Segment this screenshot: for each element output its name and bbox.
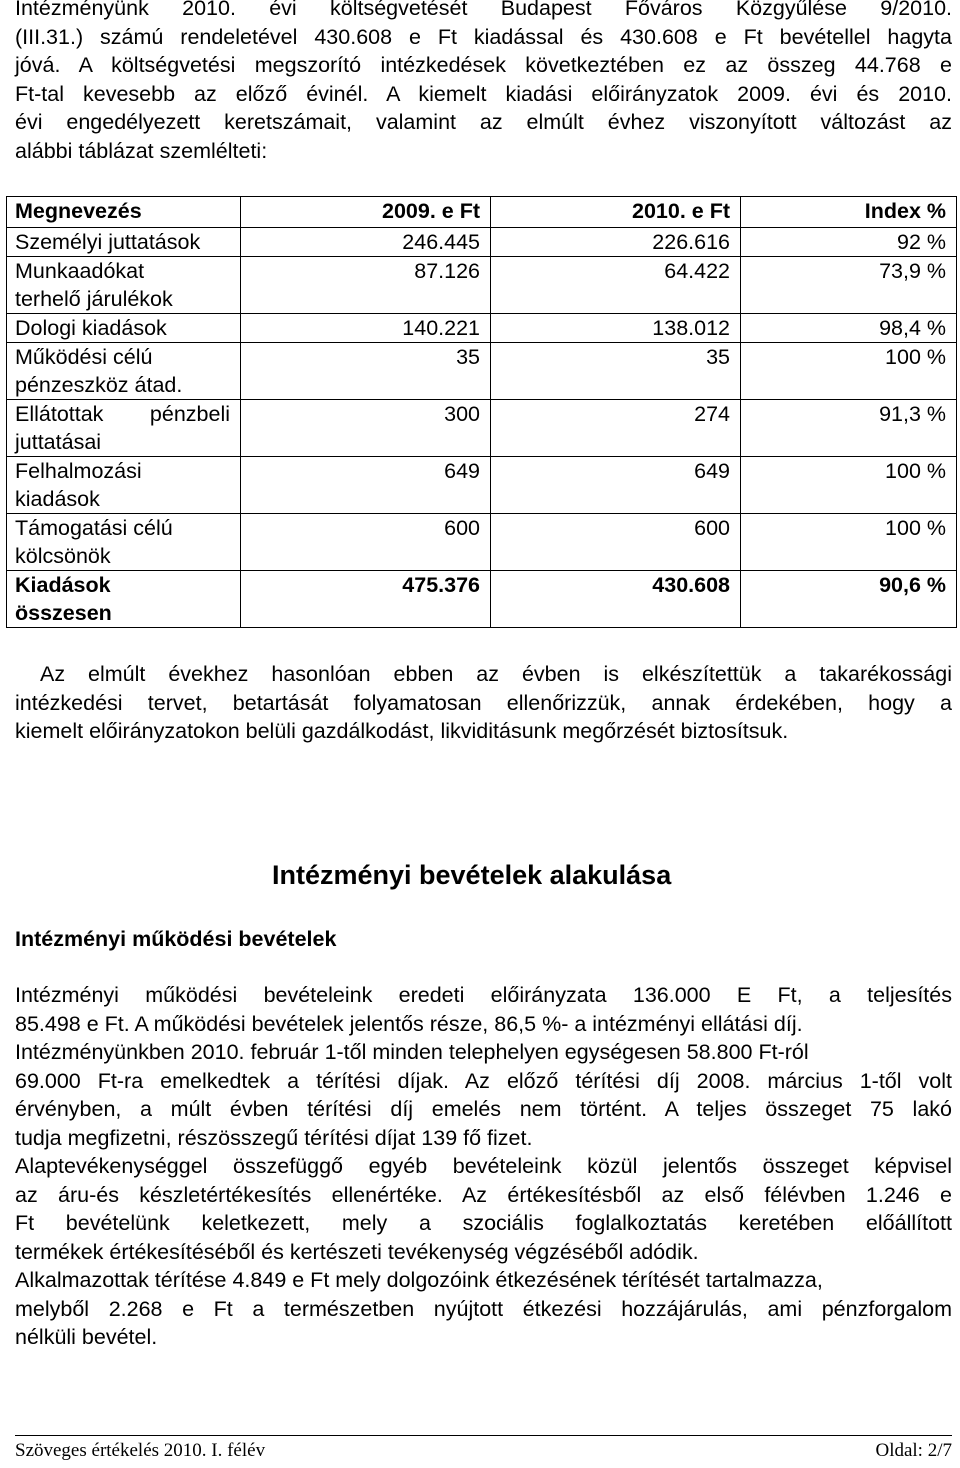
table-row <box>7 514 957 571</box>
body-line: Intézményi működési bevételeink eredeti előirányzata 136.000 E Ft, a teljesítés <box>15 983 952 1007</box>
header-2010: 2010. e Ft <box>491 197 741 228</box>
intro-line: Intézményünk 2010. évi költségvetését Budapest Főváros Közgyűlése 9/2010. <box>15 0 952 20</box>
row-name <box>7 257 241 314</box>
row-2010: 430.608 <box>491 571 741 628</box>
body-line: Ft bevételünk keletkezett, mely a szociális foglalkoztatás keretében előállított <box>15 1211 952 1235</box>
row-name-line: terhelő járulékok <box>15 287 173 311</box>
table-row <box>7 257 957 314</box>
row-name <box>7 514 241 571</box>
row-2010: 649 <box>491 457 741 514</box>
row-name <box>7 571 241 628</box>
intro-line: jóvá. A költségvetési megszorító intézkedések következtében ez az összeg 44.768 e <box>15 53 952 77</box>
body-line: 85.498 e Ft. A működési bevételek jelentős része, 86,5 %- a intézményi ellátási díj. <box>15 1011 803 1036</box>
header-2009: 2009. e Ft <box>241 197 491 228</box>
intro-line: Ft-tal kevesebb az előző évinél. A kiemelt kiadási előirányzatok 2009. évi és 2010. <box>15 81 952 106</box>
table-row <box>7 400 957 457</box>
row-name <box>7 457 241 514</box>
row-2009: 600 <box>241 514 491 571</box>
row-name-line: Személyi juttatások <box>15 230 201 254</box>
header-index: Index % <box>741 197 957 228</box>
footer-page-number: Oldal: 2/7 <box>875 1440 952 1461</box>
table-header-row <box>7 197 957 228</box>
row-name-line: pénzeszköz átad. <box>15 373 183 397</box>
body-line: Intézményünkben 2010. február 1-től minden telephelyen egységesen 58.800 Ft-ról <box>15 1040 809 1064</box>
table-row <box>7 343 957 400</box>
section-title: Intézményi bevételek alakulása <box>272 860 672 890</box>
row-name-line: juttatásai <box>15 430 102 454</box>
row-2010: 226.616 <box>491 228 741 257</box>
intro-line: (III.31.) számú rendeletével 430.608 e Ft kiadással és 430.608 e Ft bevétellel hagyta <box>15 24 952 49</box>
row-2010: 274 <box>491 400 741 457</box>
row-index: 100 % <box>741 457 957 514</box>
body-line: Alaptevékenységgel összefüggő egyéb bevételeink közül jelentős összeget képvisel <box>15 1154 952 1178</box>
table-row <box>7 314 957 343</box>
intro-paragraph <box>15 0 952 165</box>
row-name-line: Munkaadókat <box>15 259 145 283</box>
row-2009: 649 <box>241 457 491 514</box>
row-name-line: Ellátottak pénzbeli <box>15 402 230 426</box>
row-2009: 87.126 <box>241 257 491 314</box>
header-name: Megnevezés <box>7 197 241 228</box>
row-2010: 64.422 <box>491 257 741 314</box>
body-line: termékek értékesítéséből és kertészeti tevékenység végzéséből adódik. <box>15 1239 699 1264</box>
row-index: 100 % <box>741 514 957 571</box>
body-line: az áru-és készletértékesítés ellenértéke. Az értékesítésből az első félévben 1.246 e <box>15 1182 952 1207</box>
row-2009: 475.376 <box>241 571 491 628</box>
row-index: 98,4 % <box>741 314 957 343</box>
row-name-line: kiadások <box>15 487 100 511</box>
row-name <box>7 228 241 257</box>
row-name <box>7 343 241 400</box>
table-row <box>7 228 957 257</box>
table-total-row <box>7 571 957 628</box>
budget-table <box>6 196 957 628</box>
row-2010: 35 <box>491 343 741 400</box>
row-name-line: kölcsönök <box>15 544 111 568</box>
row-name-line: Működési célú <box>15 345 153 369</box>
row-name-line: összesen <box>15 601 112 625</box>
body-line: 69.000 Ft-ra emelkedtek a térítési díjak. Az előző térítési díj 2008. március 1-től volt <box>15 1068 952 1093</box>
row-index: 92 % <box>741 228 957 257</box>
body-line: melyből 2.268 e Ft a természetben nyújtott étkezési hozzájárulás, ami pénzforgalom <box>15 1296 952 1321</box>
table-row <box>7 457 957 514</box>
closing-paragraph <box>15 660 952 746</box>
intro-line: évi engedélyezett keretszámait, valamint az elmúlt évhez viszonyított változást az <box>15 110 952 134</box>
row-index: 91,3 % <box>741 400 957 457</box>
body-line: tudja megfizetni, részösszegű térítési díjat 139 fő fizet. <box>15 1125 533 1150</box>
row-index: 90,6 % <box>741 571 957 628</box>
footer-document-title: Szöveges értékelés 2010. I. félév <box>15 1440 266 1461</box>
row-name-line: Dologi kiadások <box>15 316 167 340</box>
intro-line: alábbi táblázat szemlélteti: <box>15 138 268 163</box>
row-name <box>7 400 241 457</box>
footer-divider <box>15 1435 952 1436</box>
row-2009: 300 <box>241 400 491 457</box>
row-name <box>7 314 241 343</box>
closing-line: Az elmúlt évekhez hasonlóan ebben az évben is elkészítettük a takarékossági <box>40 662 952 686</box>
row-name-line: Felhalmozási <box>15 459 142 483</box>
row-index: 100 % <box>741 343 957 400</box>
body-paragraph <box>15 981 952 1352</box>
row-2009: 35 <box>241 343 491 400</box>
row-2009: 140.221 <box>241 314 491 343</box>
row-index: 73,9 % <box>741 257 957 314</box>
row-2010: 600 <box>491 514 741 571</box>
closing-line: kiemelt előirányzatokon belüli gazdálkodást, likviditásunk megőrzését biztosítsuk. <box>15 719 789 743</box>
row-2010: 138.012 <box>491 314 741 343</box>
row-name-line: Támogatási célú <box>15 516 173 540</box>
body-line: nélküli bevétel. <box>15 1325 158 1349</box>
row-2009: 246.445 <box>241 228 491 257</box>
body-line: Alkalmazottak térítése 4.849 e Ft mely dolgozóink étkezésének térítését tartalmazza, <box>15 1268 823 1292</box>
row-name-line: Kiadások <box>15 573 111 597</box>
subsection-title: Intézményi működési bevételek <box>15 927 337 951</box>
body-line: érvényben, a múlt évben térítési díj emelés nem történt. A teljes összeget 75 lakó <box>15 1097 952 1121</box>
closing-line: intézkedési tervet, betartását folyamatosan ellenőrizzük, annak érdekében, hogy a <box>15 690 952 715</box>
